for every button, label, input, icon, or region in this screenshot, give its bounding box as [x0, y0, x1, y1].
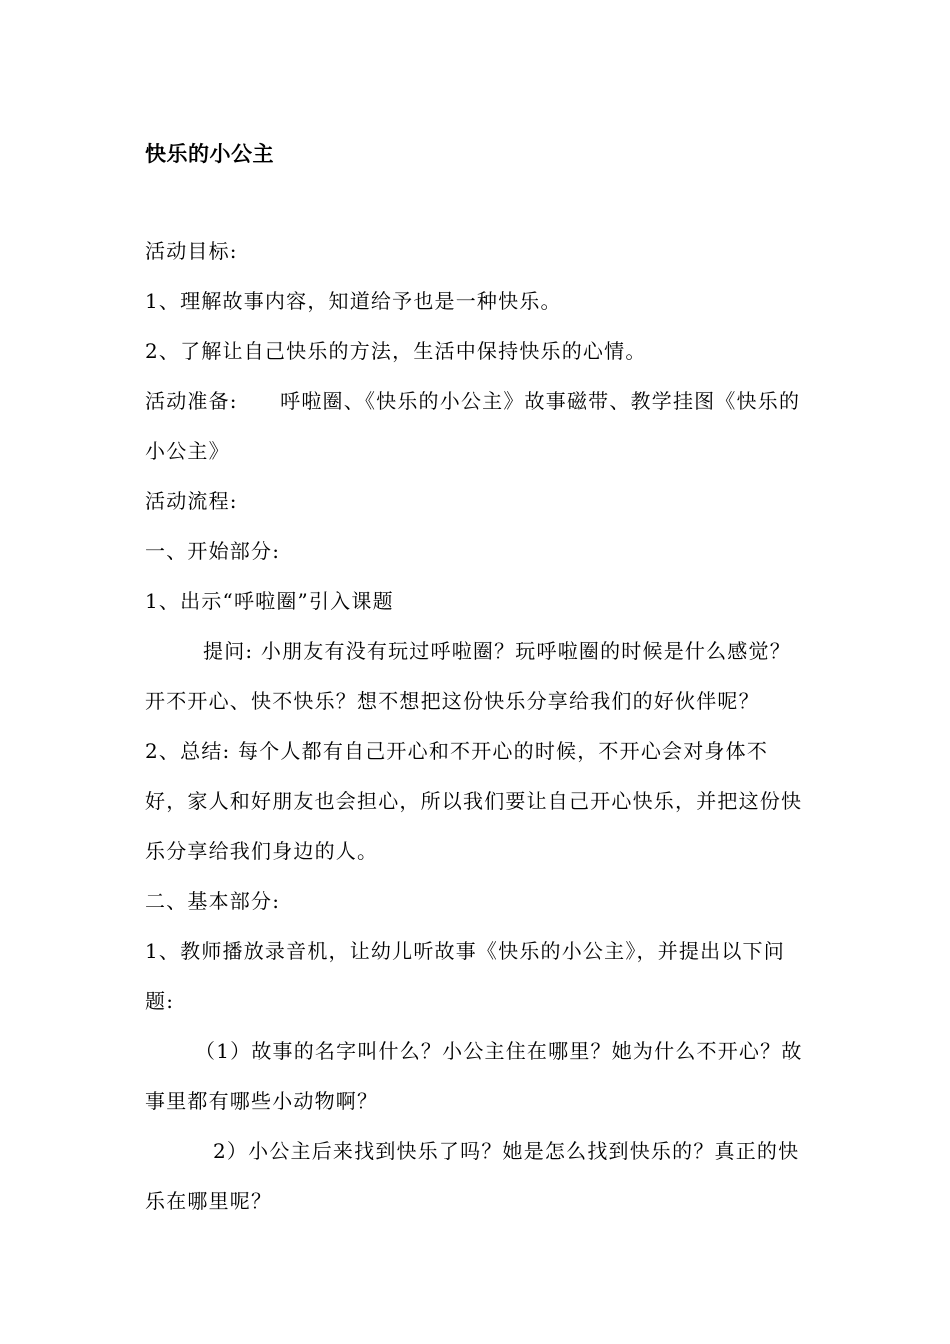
paragraph-story-step: 1、教师播放录音机，让幼儿听故事《快乐的小公主》，并提出以下问题: — [145, 939, 785, 1013]
paragraph-goal-1: 1、理解故事内容，知道给予也是一种快乐。 — [145, 289, 562, 313]
paragraph-question-1: （1）故事的名字叫什么？小公主住在哪里？她为什么不开心？故事里都有哪些小动物啊？ — [145, 1039, 803, 1113]
paragraph-question: 提问: 小朋友有没有玩过呼啦圈？玩呼啦圈的时候是什么感觉？开不开心、快不快乐？想不想把这份快乐分享给我们的好伙伴呢？ — [145, 639, 791, 713]
paragraph-goal-2: 2、了解让自己快乐的方法，生活中保持快乐的心情。 — [145, 339, 647, 363]
paragraph-preparation: 活动准备: 呼啦圈、《快乐的小公主》故事磁带、教学挂图《快乐的小公主》 — [145, 389, 801, 463]
paragraph-step-1: 1、出示“呼啦圈”引入课题 — [145, 589, 394, 613]
paragraph-part-two-heading: 二、基本部分: — [145, 889, 281, 913]
paragraph-process-heading: 活动流程: — [145, 489, 238, 513]
document-body — [145, 226, 810, 1226]
paragraph-summary: 2、总结: 每个人都有自己开心和不开心的时候，不开心会对身体不好，家人和好朋友也会担心，所以我们要让自己开心快乐，并把这份快乐分享给我们身边的人。 — [145, 739, 803, 863]
paragraph-question-2: 2）小公主后来找到快乐了吗？她是怎么找到快乐的？真正的快乐在哪里呢？ — [145, 1139, 800, 1213]
paragraph-goals-heading: 活动目标: — [145, 239, 238, 263]
document-title: 快乐的小公主 — [145, 141, 274, 166]
paragraph-part-one-heading: 一、开始部分: — [145, 539, 281, 563]
